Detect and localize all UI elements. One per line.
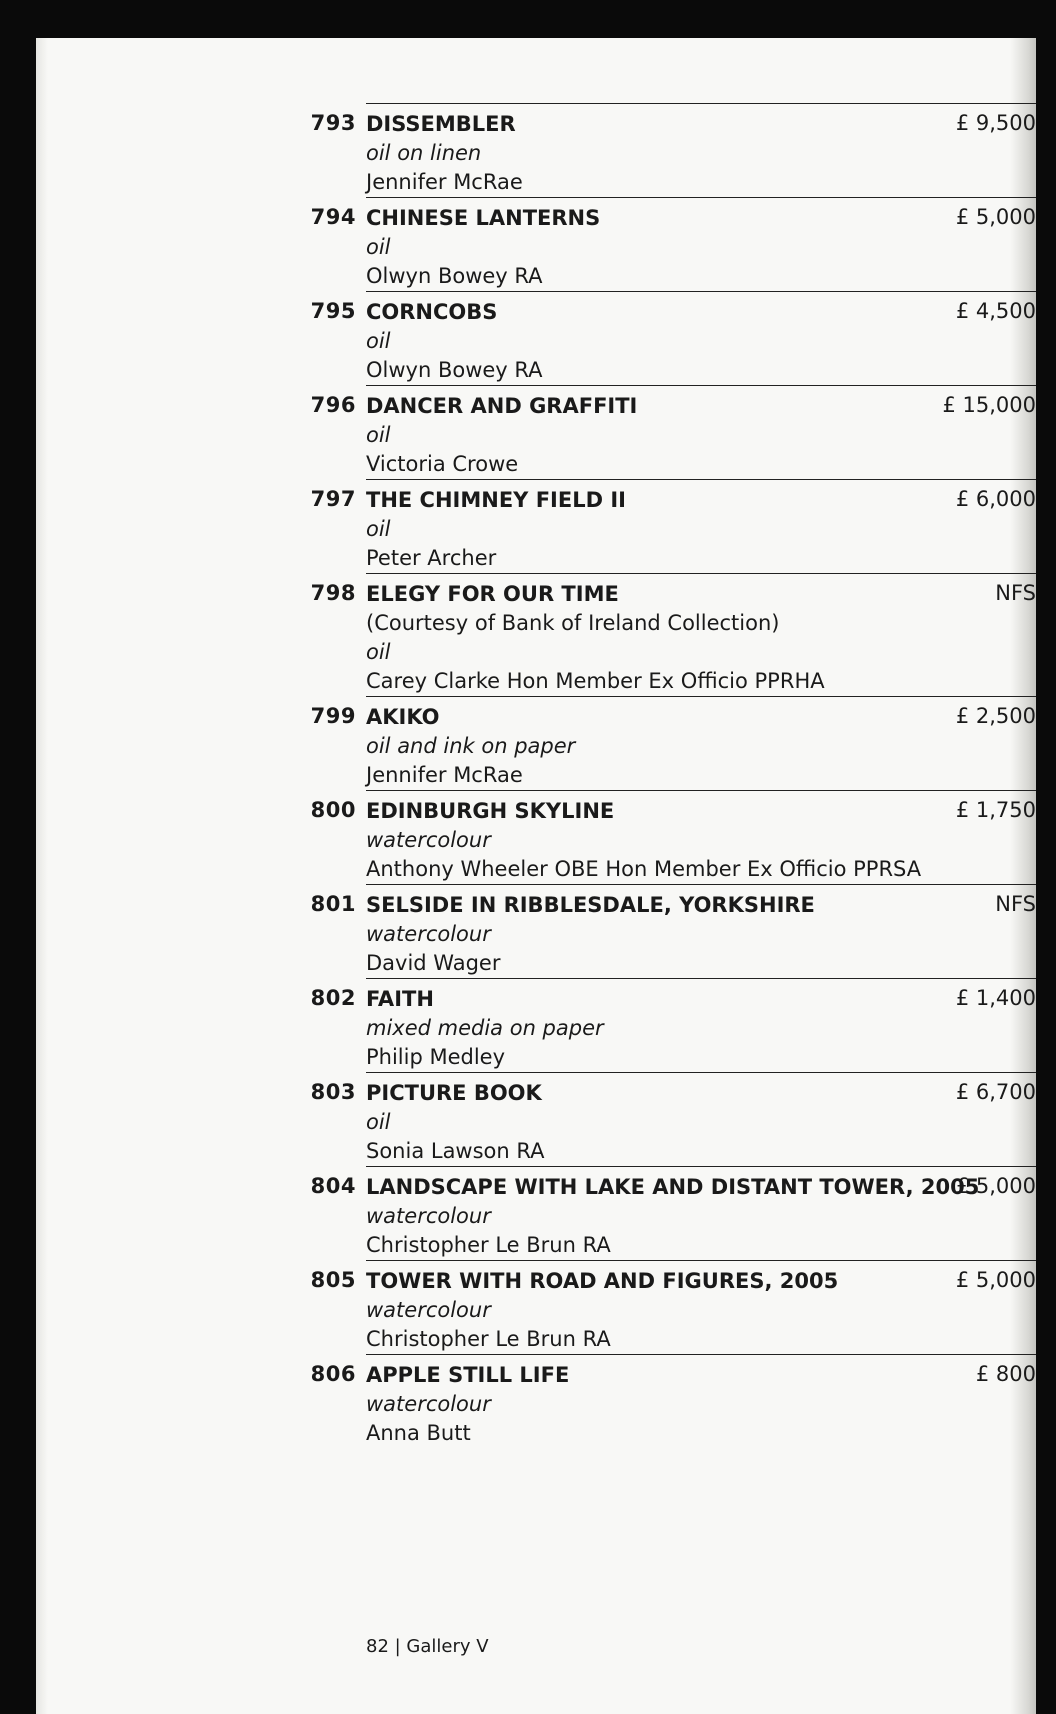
entry-title: APPLE STILL LIFE — [366, 1363, 570, 1387]
catalogue-entry — [310, 1260, 1036, 1354]
entry-number: 805 — [310, 1268, 356, 1292]
entry-price: NFS — [995, 892, 1036, 916]
entry-medium: oil — [366, 1110, 391, 1134]
entry-medium: watercolour — [366, 922, 491, 946]
catalogue-entry — [310, 1072, 1036, 1166]
entry-artist: Jennifer McRae — [366, 763, 523, 787]
entry-price: £ 15,000 — [942, 393, 1036, 417]
catalogue-entry — [310, 1354, 1036, 1448]
catalogue-entry — [310, 978, 1036, 1072]
catalogue-entry — [310, 197, 1036, 291]
entry-price: £ 2,500 — [955, 704, 1036, 728]
entry-title: SELSIDE IN RIBBLESDALE, YORKSHIRE — [366, 893, 815, 917]
catalogue-entry — [310, 291, 1036, 385]
entry-price: £ 5,000 — [955, 205, 1036, 229]
entry-number: 800 — [310, 798, 356, 822]
entry-medium: oil — [366, 423, 391, 447]
entry-number: 794 — [310, 205, 356, 229]
entry-number: 803 — [310, 1080, 356, 1104]
entry-price: £ 5,000 — [955, 1268, 1036, 1292]
entry-number: 795 — [310, 299, 356, 323]
entry-medium: watercolour — [366, 828, 491, 852]
entry-title: AKIKO — [366, 705, 440, 729]
entry-list — [36, 103, 1036, 1448]
catalogue-entry — [310, 696, 1036, 790]
entry-artist: Christopher Le Brun RA — [366, 1233, 611, 1257]
entry-title: DISSEMBLER — [366, 112, 516, 136]
entry-title: PICTURE BOOK — [366, 1081, 542, 1105]
entry-number: 793 — [310, 111, 356, 135]
entry-note: (Courtesy of Bank of Ireland Collection) — [366, 611, 780, 635]
catalogue-entry — [310, 790, 1036, 884]
entry-number: 798 — [310, 581, 356, 605]
entry-artist: Olwyn Bowey RA — [366, 358, 543, 382]
entry-artist: Philip Medley — [366, 1045, 506, 1069]
entry-price: £ 6,000 — [955, 487, 1036, 511]
entry-medium: oil — [366, 640, 391, 664]
entry-price: £ 1,400 — [955, 986, 1036, 1010]
entry-title: TOWER WITH ROAD AND FIGURES, 2005 — [366, 1269, 839, 1293]
entry-medium: oil — [366, 329, 391, 353]
entry-number: 801 — [310, 892, 356, 916]
catalogue-entry — [310, 103, 1036, 197]
entry-artist: Peter Archer — [366, 546, 497, 570]
entry-number: 799 — [310, 704, 356, 728]
entry-price: £ 5,000 — [955, 1174, 1036, 1198]
entry-number: 797 — [310, 487, 356, 511]
entry-artist: David Wager — [366, 951, 501, 975]
entry-title: ELEGY FOR OUR TIME — [366, 582, 619, 606]
catalogue-entry — [310, 573, 1036, 696]
entry-medium: oil on linen — [366, 141, 482, 165]
page-footer: 82 | Gallery V — [366, 1636, 489, 1657]
entry-title: CORNCOBS — [366, 300, 498, 324]
entry-medium: mixed media on paper — [366, 1016, 604, 1040]
entry-medium: oil — [366, 517, 391, 541]
entry-price: £ 1,750 — [955, 798, 1036, 822]
entry-artist: Anthony Wheeler OBE Hon Member Ex Officio PPRSA — [366, 857, 922, 881]
catalogue-entry — [310, 1166, 1036, 1260]
entry-title: THE CHIMNEY FIELD II — [366, 488, 626, 512]
entry-artist: Jennifer McRae — [366, 170, 523, 194]
entry-title: EDINBURGH SKYLINE — [366, 799, 615, 823]
catalogue-page — [36, 38, 1036, 1714]
entry-price: NFS — [995, 581, 1036, 605]
catalogue-entry — [310, 479, 1036, 573]
entry-title: DANCER AND GRAFFITI — [366, 394, 638, 418]
entry-price: £ 9,500 — [955, 111, 1036, 135]
entry-price: £ 4,500 — [955, 299, 1036, 323]
entry-title: LANDSCAPE WITH LAKE AND DISTANT TOWER, 2005 — [366, 1175, 980, 1199]
entry-artist: Carey Clarke Hon Member Ex Officio PPRHA — [366, 669, 825, 693]
entry-title: CHINESE LANTERNS — [366, 206, 601, 230]
entry-artist: Sonia Lawson RA — [366, 1139, 545, 1163]
entry-artist: Anna Butt — [366, 1421, 471, 1445]
entry-price: £ 6,700 — [955, 1080, 1036, 1104]
entry-artist: Olwyn Bowey RA — [366, 264, 543, 288]
entry-number: 802 — [310, 986, 356, 1010]
entry-number: 804 — [310, 1174, 356, 1198]
entry-artist: Christopher Le Brun RA — [366, 1327, 611, 1351]
catalogue-entry — [310, 884, 1036, 978]
entry-medium: watercolour — [366, 1298, 491, 1322]
entry-medium: oil and ink on paper — [366, 734, 576, 758]
entry-artist: Victoria Crowe — [366, 452, 519, 476]
catalogue-entry — [310, 385, 1036, 479]
entry-number: 796 — [310, 393, 356, 417]
entry-medium: watercolour — [366, 1204, 491, 1228]
entry-number: 806 — [310, 1362, 356, 1386]
entry-medium: watercolour — [366, 1392, 491, 1416]
entry-medium: oil — [366, 235, 391, 259]
entry-price: £ 800 — [975, 1362, 1036, 1386]
entry-title: FAITH — [366, 987, 434, 1011]
